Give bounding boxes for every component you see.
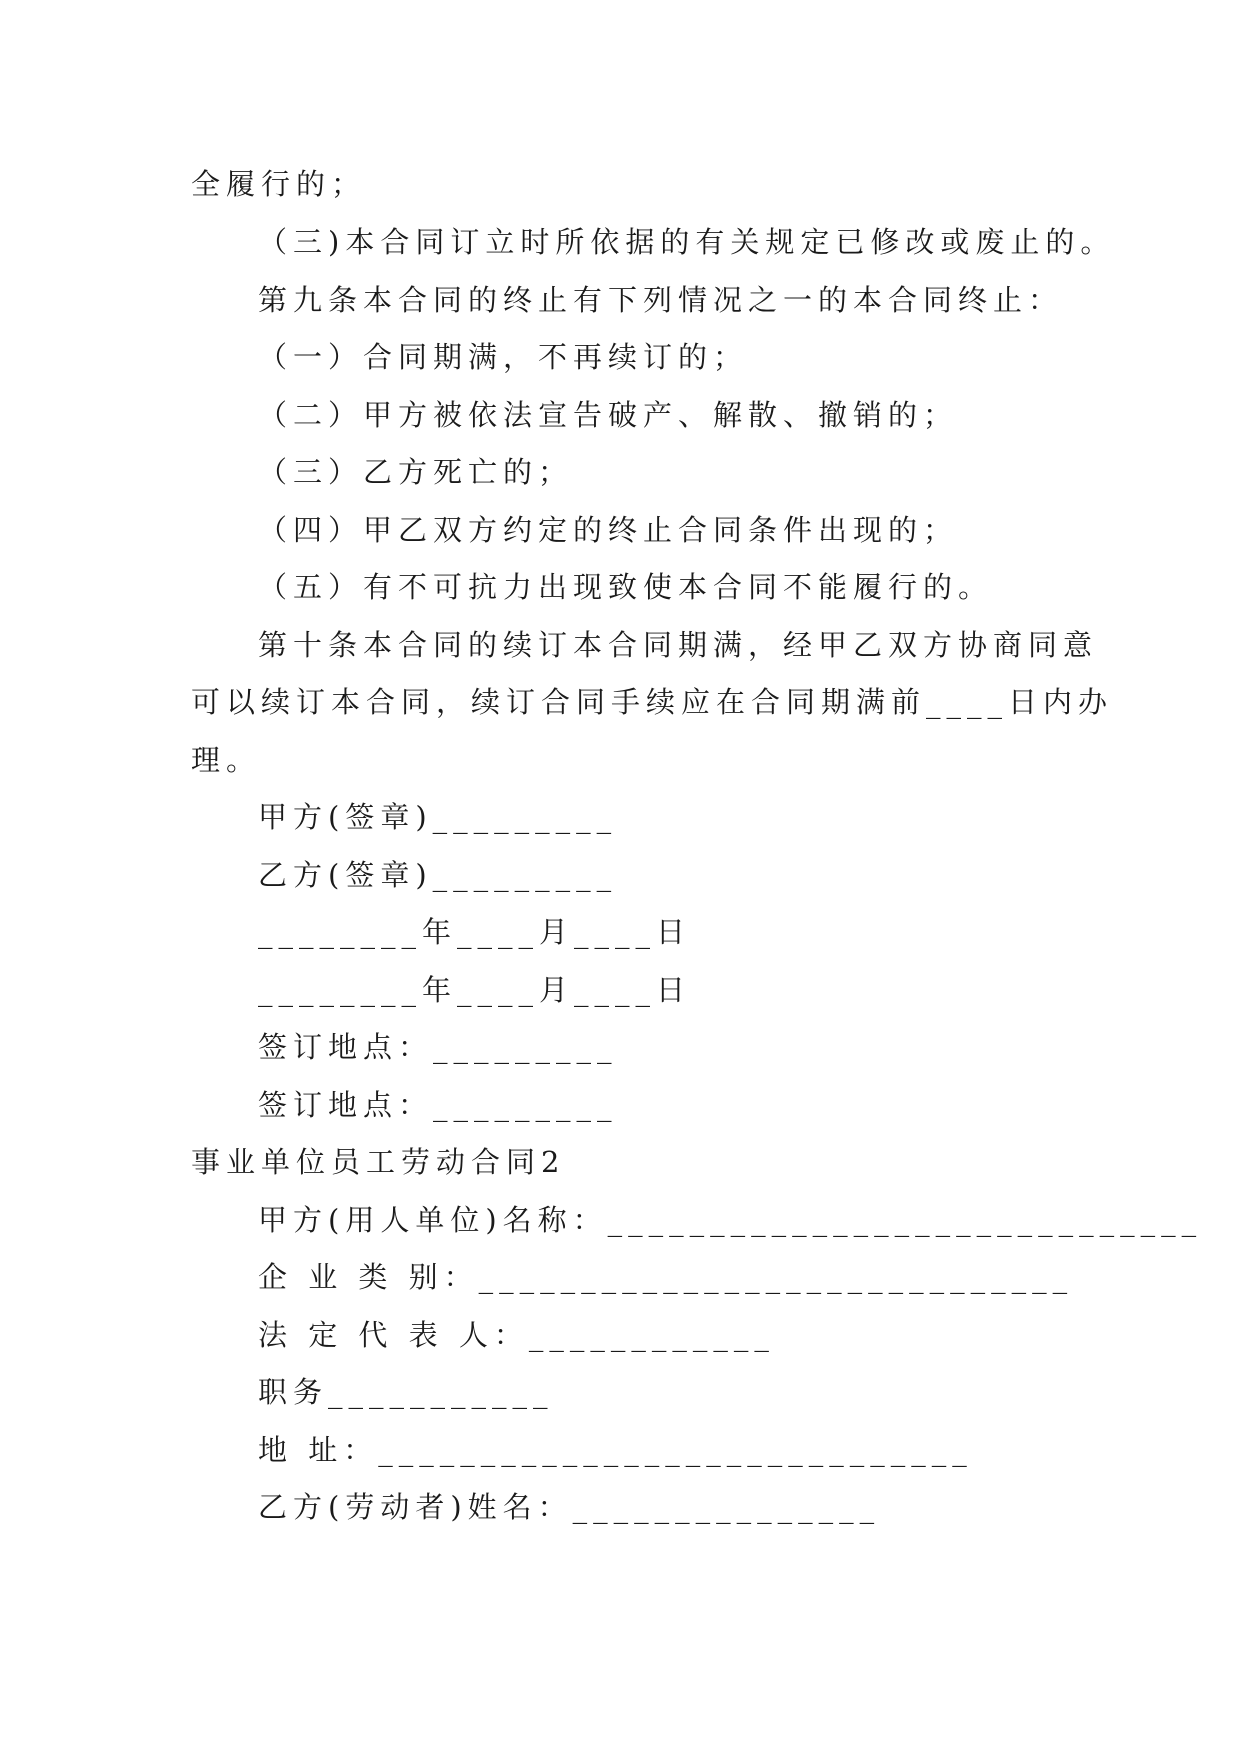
article-heading: 第九条本合同的终止有下列情况之一的本合同终止： (258, 283, 1064, 317)
section-title: 事业单位员工劳动合同2 (191, 1145, 566, 1179)
date-line: ________年____月____日 (258, 973, 692, 1007)
signature-line-party-a: 甲方(签章)_________ (258, 800, 618, 834)
form-field-line: 法 定 代 表 人：____________ (258, 1318, 775, 1352)
paragraph-line: 理。 (191, 743, 262, 777)
paragraph-line: （三)本合同订立时所依据的有关规定已修改或废止的。 (258, 225, 1116, 259)
signing-place-line: 签订地点：_________ (258, 1030, 618, 1064)
article-heading: 第十条本合同的续订本合同期满，经甲乙双方协商同意 (258, 628, 1099, 662)
paragraph-line: （一）合同期满，不再续订的； (258, 340, 749, 374)
form-field-line: 职务___________ (258, 1375, 554, 1409)
paragraph-line: 可以续订本合同，续订合同手续应在合同期满前____日内办 (191, 685, 1114, 719)
form-field-line: 地 址：_____________________________ (258, 1433, 973, 1467)
signature-line-party-b: 乙方(签章)_________ (258, 858, 618, 892)
signing-place-line: 签订地点：_________ (258, 1088, 618, 1122)
form-field-line: 甲方(用人单位)名称：_____________________________ (258, 1203, 1203, 1237)
form-field-line: 企 业 类 别：_____________________________ (258, 1260, 1074, 1294)
paragraph-line: （二）甲方被依法宣告破产、解散、撤销的； (258, 398, 959, 432)
paragraph-line: （四）甲乙双方约定的终止合同条件出现的； (258, 513, 959, 547)
paragraph-line: （三）乙方死亡的； (258, 455, 574, 489)
paragraph-line: （五）有不可抗力出现致使本合同不能履行的。 (258, 570, 994, 604)
date-line: ________年____月____日 (258, 915, 692, 949)
form-field-line: 乙方(劳动者)姓名：_______________ (258, 1490, 881, 1524)
paragraph-line: 全履行的； (191, 167, 367, 201)
